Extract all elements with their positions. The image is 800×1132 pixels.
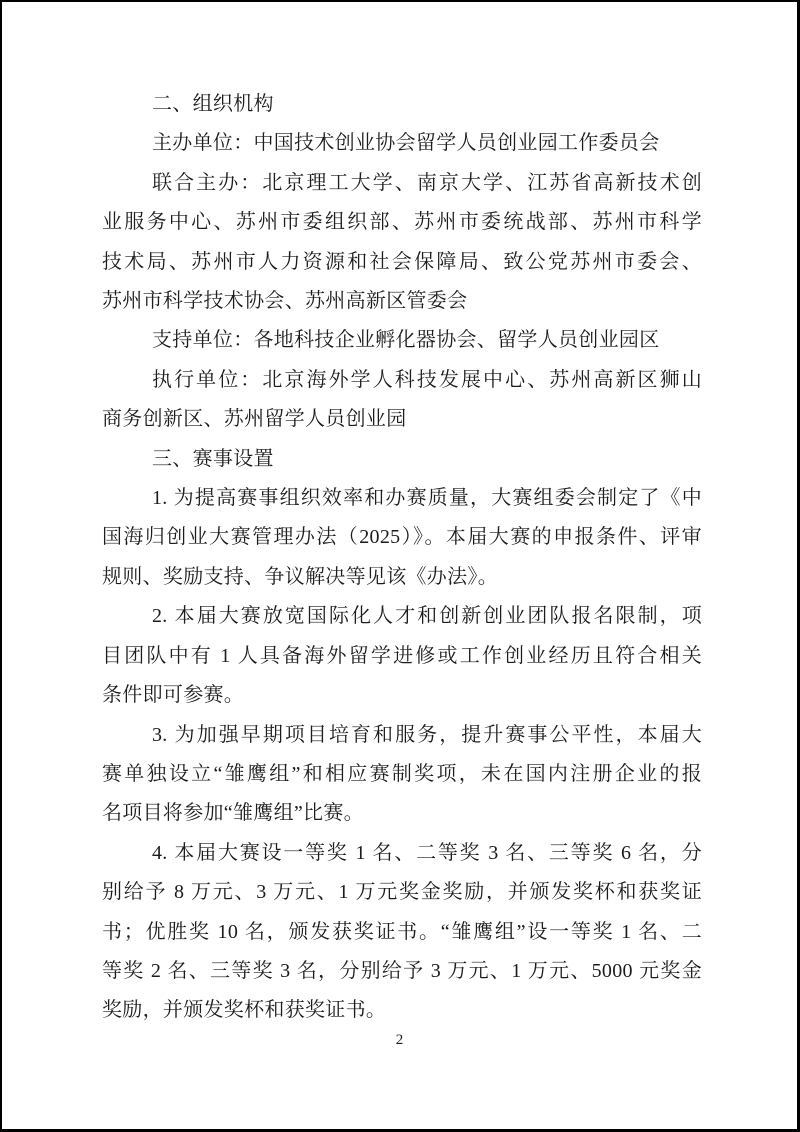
page-number: 2 bbox=[395, 1032, 404, 1048]
document-line: 奖励，并颁发奖杯和获奖证书。 bbox=[102, 999, 387, 1022]
document-line: 目团队中有 1 人具备海外留学进修或工作创业经历且符合相关 bbox=[102, 644, 702, 667]
document-line: 条件即可参赛。 bbox=[102, 684, 245, 707]
document-line: 国海归创业大赛管理办法（2025）》。本届大赛的申报条件、评审 bbox=[102, 526, 702, 549]
document-line: 商务创新区、苏州留学人员创业园 bbox=[102, 408, 407, 431]
document-line: 1. 为提高赛事组织效率和办赛质量，大赛组委会制定了《中 bbox=[152, 487, 702, 510]
document-line: 规则、奖励支持、争议解决等见该《办法》。 bbox=[102, 565, 498, 588]
document-line: 主办单位：中国技术创业协会留学人员创业园工作委员会 bbox=[152, 132, 660, 155]
document-line: 执行单位：北京海外学人科技发展中心、苏州高新区狮山 bbox=[152, 368, 702, 391]
document-line: 技术局、苏州市人力资源和社会保障局、致公党苏州市委会、 bbox=[102, 250, 702, 273]
document-body bbox=[102, 85, 702, 1031]
document-line: 苏州市科学技术协会、苏州高新区管委会 bbox=[102, 290, 468, 313]
document-line: 3. 为加强早期项目培育和服务，提升赛事公平性，本届大 bbox=[152, 723, 702, 746]
document-line: 4. 本届大赛设一等奖 1 名、二等奖 3 名、三等奖 6 名，分 bbox=[152, 841, 702, 864]
document-line: 联合主办：北京理工大学、南京大学、江苏省高新技术创 bbox=[152, 171, 702, 194]
document-line: 赛单独设立“雏鹰组”和相应赛制奖项，未在国内注册企业的报 bbox=[102, 762, 702, 785]
document-line: 2. 本届大赛放宽国际化人才和创新创业团队报名限制，项 bbox=[152, 605, 702, 628]
document-line: 名项目将参加“雏鹰组”比赛。 bbox=[102, 802, 364, 825]
document-line: 三、赛事设置 bbox=[152, 447, 274, 470]
document-line: 书；优胜奖 10 名，颁发获奖证书。“雏鹰组”设一等奖 1 名、二 bbox=[102, 920, 702, 943]
document-line: 别给予 8 万元、3 万元、1 万元奖金奖励，并颁发奖杯和获奖证 bbox=[102, 881, 702, 904]
document-line: 二、组织机构 bbox=[152, 93, 274, 115]
document-line: 等奖 2 名、三等奖 3 名，分别给予 3 万元、1 万元、5000 元奖金 bbox=[102, 959, 702, 982]
document-line: 业服务中心、苏州市委组织部、苏州市委统战部、苏州市科学 bbox=[102, 211, 702, 234]
document-line: 支持单位：各地科技企业孵化器协会、留学人员创业园区 bbox=[152, 329, 660, 352]
